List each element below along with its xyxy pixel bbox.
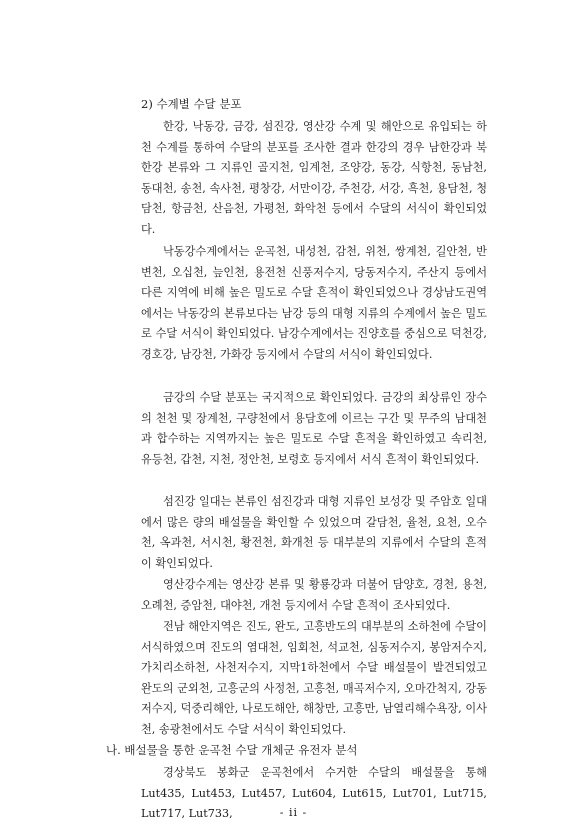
section-heading-2: 2) 수계별 수달 분포 — [141, 97, 242, 111]
paragraph-yeongsan-river: 영산강수계는 영산강 본류 및 황룡강과 더불어 담양호, 경천, 용천, 오례천, 증암천, 대야천, 개천 등지에서 수달 흔적이 조사되었다. — [141, 578, 487, 612]
paragraph-jeonnam-coast: 전남 해안지역은 진도, 완도, 고흥반도의 대부분의 소하천에 수달이 서식하였으며 진도의 염대천, 임회천, 석교천, 심동저수지, 봉암저수지, 가치리소하천, 사천저수지, 지막1하천에서 수달 배설물이 발견되었고 완도의 군외천, 고흥군의 사정천, 고흥천, 매곡저수지, 오마간척지, 강동저수지, 덕중리해안, 나로도해안, 해창만, 고흥만, 남열리해수욕장, 이사천, 송광천에서도 수달 서식이 확인되었다. — [141, 620, 487, 736]
paragraph-geum-river: 금강의 수달 분포는 국지적으로 확인되었다. 금강의 최상류인 장수의 천천 및 장계천, 구량천에서 용담호에 이르는 구간 및 무주의 남대천과 합수하는 지역까지는 높은 밀도로 수달 흔적을 확인하였고 속리천, 유등천, 갑천, 지천, 정안천, 보령호 등지에서 서식 흔적이 확인되었다. — [141, 391, 487, 466]
paragraph-genetic-analysis: 경상북도 봉화군 운곡천에서 수거한 수달의 배설물을 통해 Lut435, Lut453, Lut457, Lut604, Lut615, Lut701, Lut715, Lut717, Lut733, — [141, 766, 487, 821]
paragraph-nakdong-river: 낙동강수계에서는 운곡천, 내성천, 감천, 위천, 쌍계천, 길안천, 반변천, 오십천, 늪인천, 용전천 신풍저수지, 당동저수지, 주산지 등에서 다른 지역에 비해 높은 밀도로 수달 흔적이 확인되었으나 경상남도권역에서는 낙동강의 본류보다는 남강 등의 대형 지류의 수계에서 높은 밀도로 수달 서식이 확인되었다. 남강수계에서는 진양호를 중심으로 덕천강, 경호강, 남강천, 가화강 등지에서 수달의 서식이 확인되었다. — [141, 245, 487, 361]
paragraph-han-river: 한강, 낙동강, 금강, 섬진강, 영산강 수계 및 해안으로 유입되는 하천 수계를 통하여 수달의 분포를 조사한 결과 한강의 경우 남한강과 북한강 본류와 그 지류인 골지천, 임계천, 조양강, 동강, 식항천, 동남천, 동대천, 송천, 속사천, 평창강, 서만이강, 주천강, 서강, 흑천, 용담천, 청담천, 항금천, 산음천, 가평천, 화악천 등에서 수달의 서식이 확인되었다. — [141, 120, 487, 236]
section-heading-na: 나. 배설물을 통한 운곡천 수달 개체군 유전자 분석 — [106, 743, 358, 757]
paragraph-seomjin-river: 섬진강 일대는 본류인 섬진강과 대형 지류인 보성강 및 주암호 일대에서 많은 량의 배설물을 확인할 수 있었으며 갈담천, 율천, 요천, 오수천, 옥과천, 서시천, 황전천, 화개천 등 대부분의 지류에서 수달의 흔적이 확인되었다. — [141, 495, 487, 570]
page-number: - ii - — [279, 806, 308, 819]
